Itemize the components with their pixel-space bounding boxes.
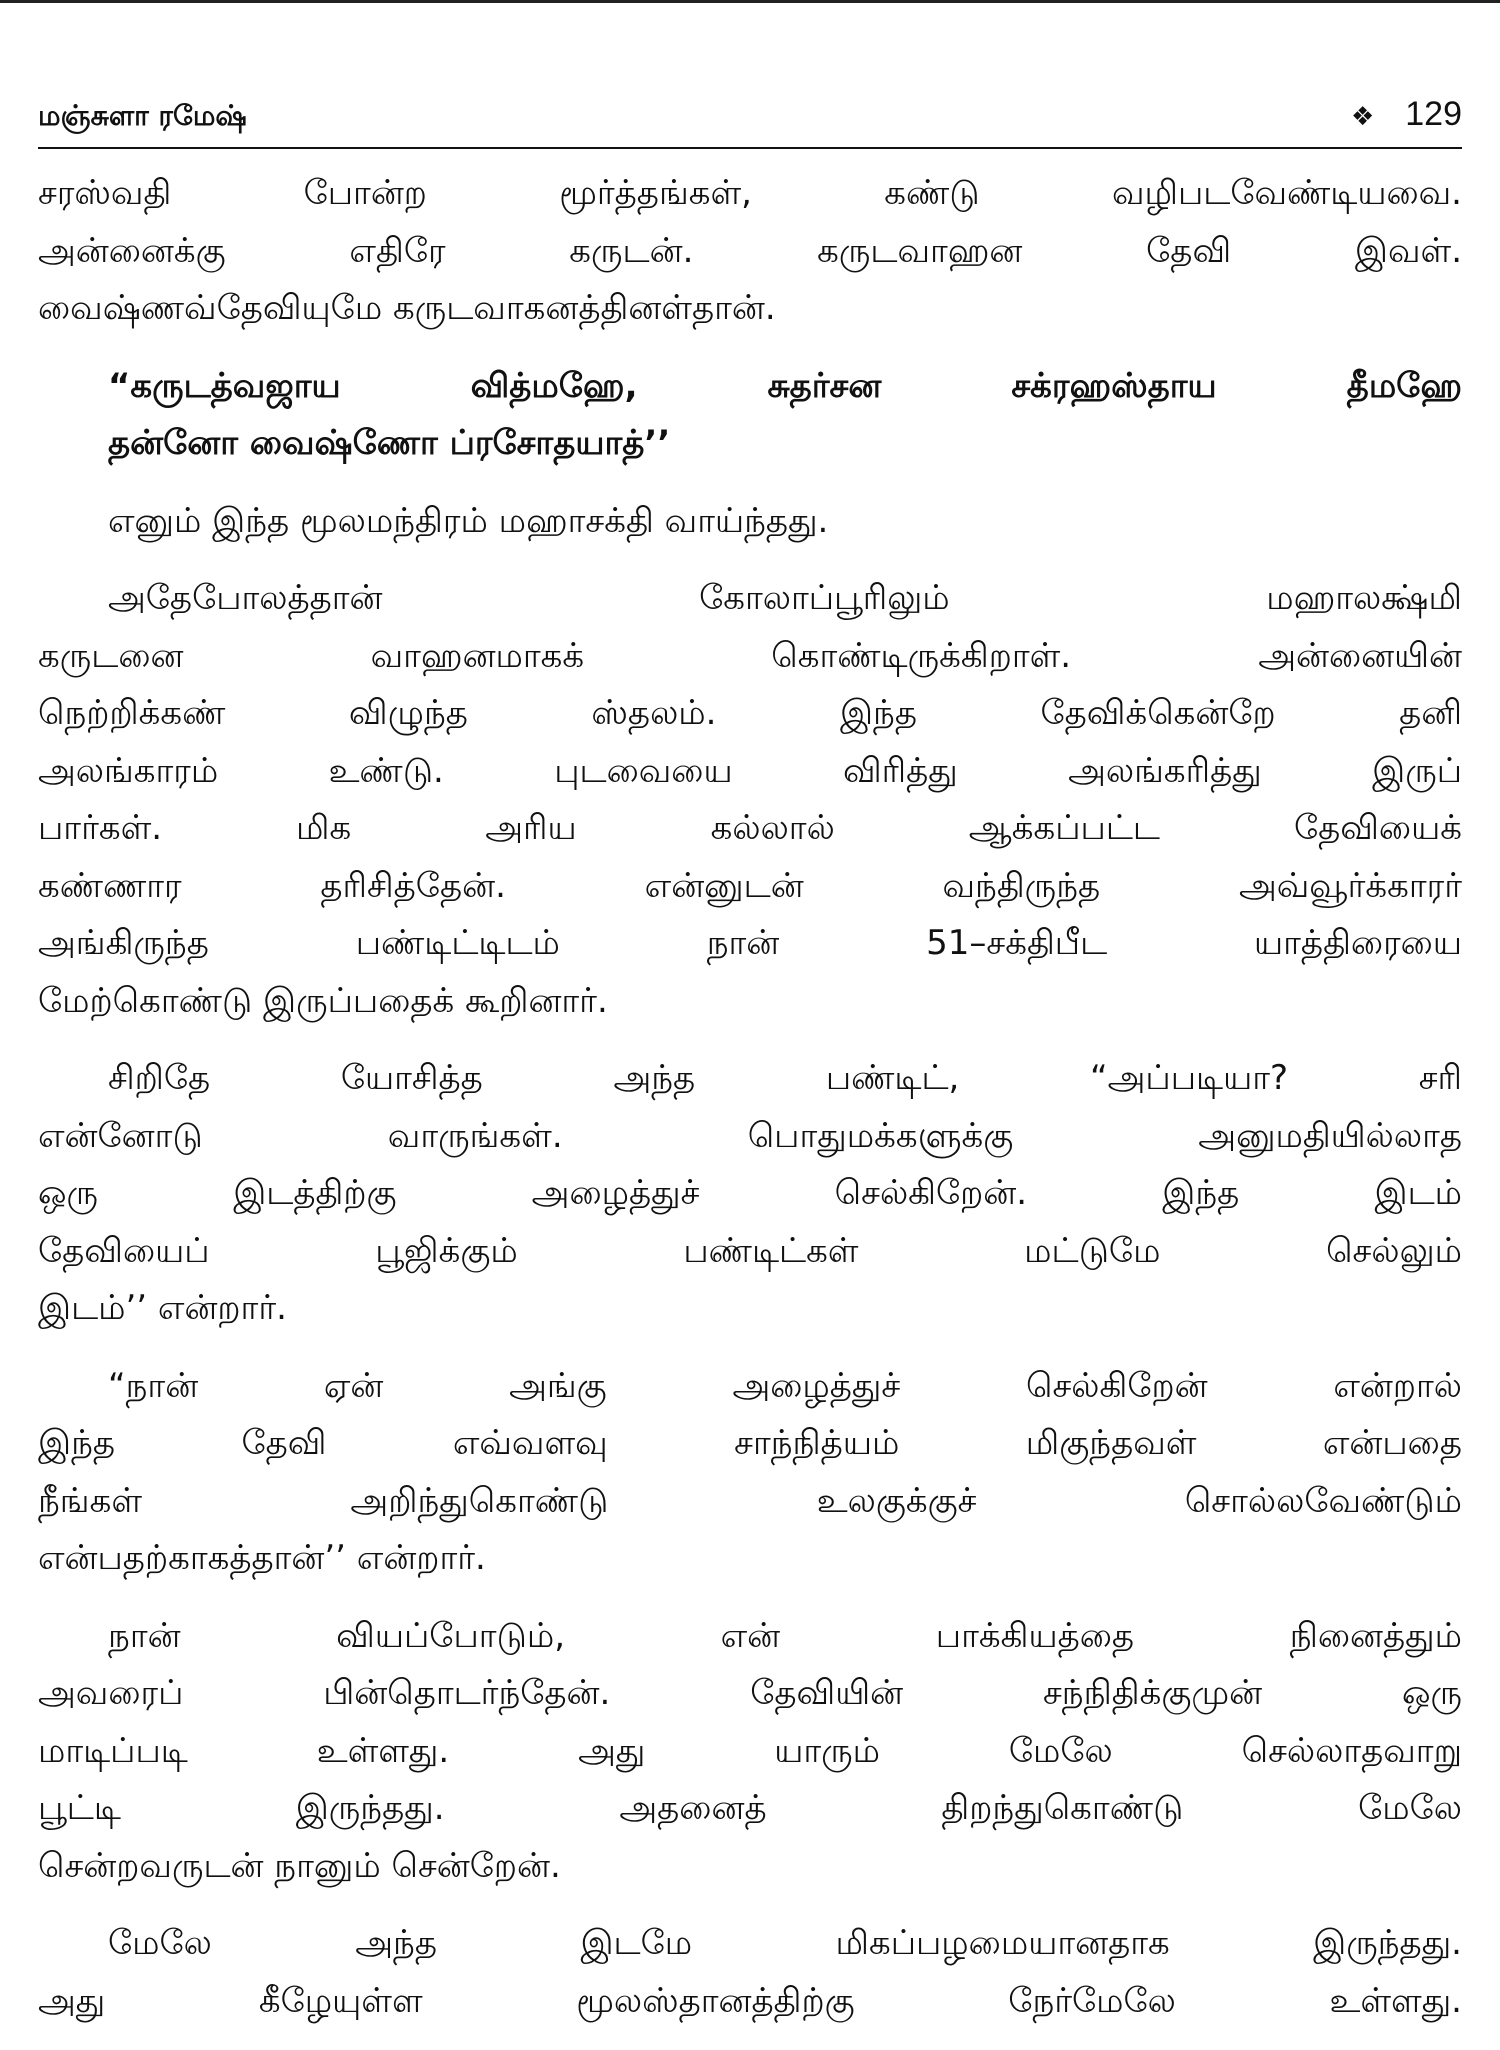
text-line: அன்னைக்கு எதிரே கருடன். கருடவாஹன தேவி இவள். <box>38 230 1462 271</box>
text-line: மேற்கொண்டு இருப்பதைக் கூறினார். <box>38 980 608 1021</box>
page-header <box>38 96 1462 144</box>
text-line: அவரைப் பின்தொடர்ந்தேன். தேவியின் சந்நிதிக்குமுன் ஒரு <box>38 1673 1462 1713</box>
paragraph-pandit <box>38 1050 1462 1338</box>
text-line: அலங்காரம் உண்டு. புடவையை விரித்து அலங்கரித்து இருப் <box>38 750 1462 791</box>
text-line: ஒரு இடத்திற்கு அழைத்துச் செல்கிறேன். இந்த இடம் <box>38 1173 1462 1213</box>
mantra-quote <box>38 358 1462 473</box>
text-line: அதேபோலத்தான் கோலாப்பூரிலும் மஹாலக்ஷ்மி <box>108 578 1462 618</box>
text-line: கருடனை வாஹனமாகக் கொண்டிருக்கிறாள். அன்னையின் <box>38 635 1462 676</box>
text-line: நான் வியப்போடும், என் பாக்கியத்தை நினைத்தும் <box>108 1615 1462 1656</box>
text-line: சென்றவருடன் நானும் சென்றேன். <box>38 1845 561 1886</box>
text-line: “நான் ஏன் அங்கு அழைத்துச் செல்கிறேன் என்றால் <box>108 1365 1462 1406</box>
text-line: என்பதற்காகத்தான்’’ என்றார். <box>38 1538 486 1578</box>
paragraph-reason <box>38 1358 1462 1588</box>
text-line: சிறிதே யோசித்த அந்த பண்டிட், “அப்படியா? சரி <box>108 1058 1462 1098</box>
text-line: இந்த தேவி எவ்வளவு சாந்நித்யம் மிகுந்தவள் என்பதை <box>38 1423 1462 1463</box>
text-line: மேலே அந்த இடமே மிகப்பழமையானதாக இருந்தது. <box>108 1923 1462 1963</box>
text-line: சரஸ்வதி போன்ற மூர்த்தங்கள், கண்டு வழிபடவேண்டியவை. <box>38 173 1462 213</box>
mantra-line: “கருடத்வஜாய வித்மஹே, சுதர்சன சக்ரஹஸ்தாய தீமஹே <box>108 365 1462 406</box>
text-line: நெற்றிக்கண் விழுந்த ஸ்தலம். இந்த தேவிக்கென்றே தனி <box>38 693 1462 733</box>
top-edge-rule <box>0 0 1500 3</box>
text-line: நீங்கள் அறிந்துகொண்டு உலகுக்குச் சொல்லவேண்டும் <box>38 1480 1462 1521</box>
text-line: எனும் இந்த மூலமந்திரம் மஹாசக்தி வாய்ந்தது. <box>108 500 829 541</box>
page-body <box>38 165 1462 2050</box>
paragraph-upstairs <box>38 1915 1462 2030</box>
text-line: அது கீழேயுள்ள மூலஸ்தானத்திற்கு நேர்மேலே உள்ளது. <box>38 1980 1462 2021</box>
text-line: மாடிப்படி உள்ளது. அது யாரும் மேலே செல்லாதவாறு <box>38 1730 1462 1771</box>
paragraph-kolhapur <box>38 570 1462 1030</box>
text-line: வைஷ்ணவ்தேவியுமே கருடவாகனத்தினள்தான். <box>38 288 776 328</box>
mantra-line: தன்னோ வைஷ்ணோ ப்ரசோதயாத்’’ <box>108 423 671 463</box>
ornament-icon: ❖ <box>1351 102 1375 132</box>
text-line: அங்கிருந்த பண்டிட்டிடம் நான் 51–சக்திபீட யாத்திரையை <box>38 923 1462 963</box>
header-rule <box>38 147 1462 149</box>
text-line: என்னோடு வாருங்கள். பொதுமக்களுக்கு அனுமதியில்லாத <box>38 1115 1462 1156</box>
text-line: பார்கள். மிக அரிய கல்லால் ஆக்கப்பட்ட தேவியைக் <box>38 808 1462 848</box>
paragraph-staircase <box>38 1608 1462 1896</box>
text-line: தேவியைப் பூஜிக்கும் பண்டிட்கள் மட்டுமே செல்லும் <box>38 1230 1462 1271</box>
running-head-author: மஞ்சுளா ரமேஷ் <box>38 99 247 132</box>
text-line: இடம்’’ என்றார். <box>38 1288 287 1328</box>
paragraph-continuation <box>38 165 1462 338</box>
paragraph-mantra-note <box>38 493 1462 551</box>
page-number: 129 <box>1405 95 1462 133</box>
text-line: கண்ணார தரிசித்தேன். என்னுடன் வந்திருந்த அவ்வூர்க்காரர் <box>38 865 1462 906</box>
text-line: பூட்டி இருந்தது. அதனைத் திறந்துகொண்டு மேலே <box>38 1788 1462 1828</box>
